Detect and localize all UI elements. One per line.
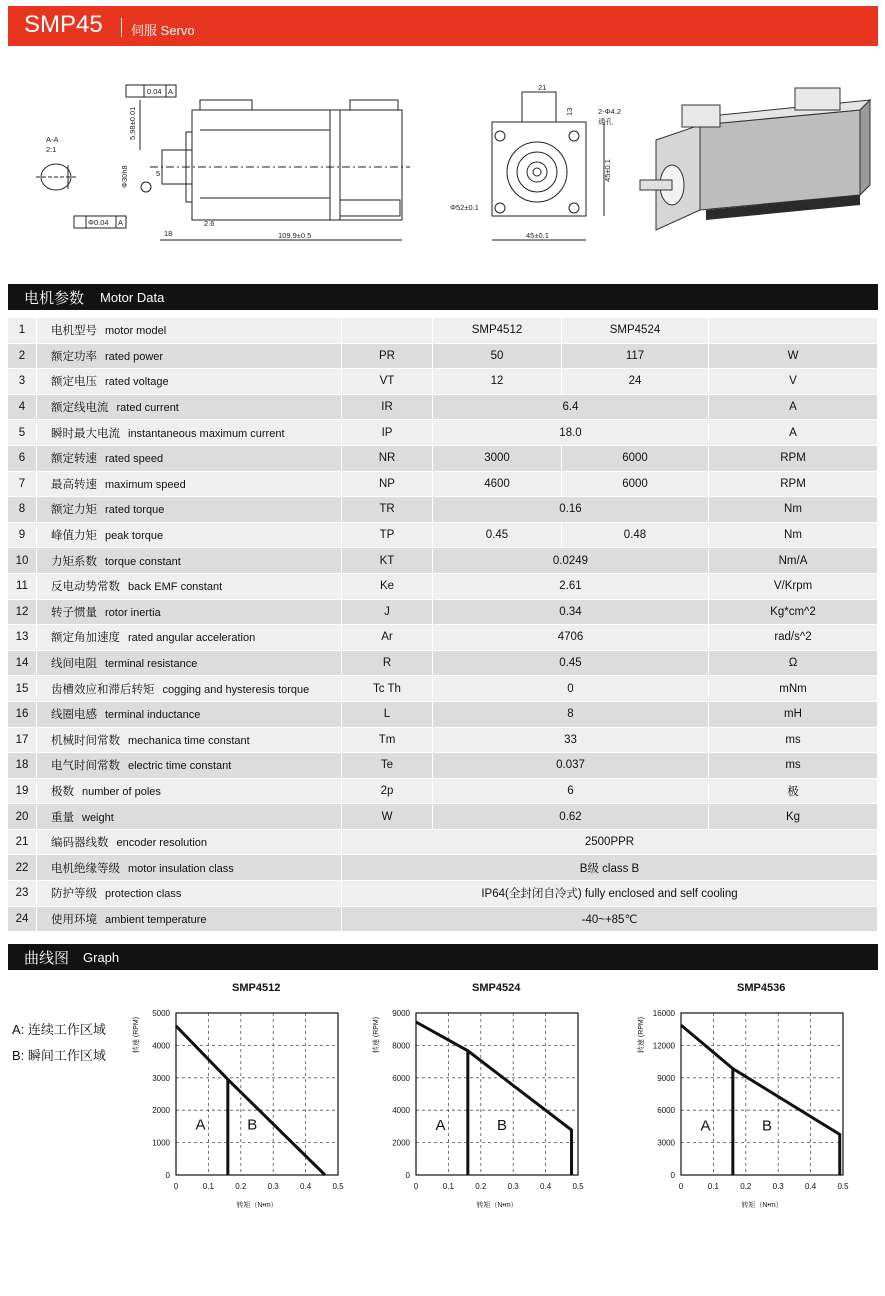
- section-title-en: Motor Data: [100, 290, 165, 305]
- parameter-name-cn: 编码器线数: [51, 837, 109, 850]
- parameter-value-shared: 6: [433, 778, 709, 804]
- parameter-value-shared: 0.62: [433, 804, 709, 830]
- legend-intermittent: B: 瞬间工作区域: [12, 1048, 106, 1063]
- parameter-name: [37, 343, 342, 369]
- title-divider: [121, 18, 122, 37]
- svg-text:45±0.1: 45±0.1: [603, 159, 612, 182]
- spec-row: [8, 753, 878, 779]
- section-title-cn: 电机参数: [24, 290, 85, 307]
- parameter-symbol: R: [342, 650, 433, 676]
- parameter-unit: A: [709, 394, 878, 420]
- value-smp4512: 12: [433, 369, 562, 395]
- parameter-value-shared: 0.037: [433, 753, 709, 779]
- parameter-value-shared: 0.34: [433, 599, 709, 625]
- svg-text:109.9±0.5: 109.9±0.5: [278, 231, 312, 240]
- parameter-name-cn: 峰值力矩: [51, 530, 97, 543]
- parameter-name: [37, 804, 342, 830]
- value-smp4512: 0.45: [433, 522, 562, 548]
- parameter-value-shared: 18.0: [433, 420, 709, 446]
- parameter-name: [37, 881, 342, 907]
- parameter-name-cn: 额定功率: [51, 350, 97, 363]
- parameter-name: [37, 445, 342, 471]
- row-number: 18: [8, 753, 37, 779]
- spec-row: [8, 394, 878, 420]
- value-smp4524: 6000: [562, 471, 709, 497]
- spec-row: [8, 548, 878, 574]
- parameter-unit: [709, 318, 878, 343]
- value-smp4524: 6000: [562, 445, 709, 471]
- parameter-symbol: TR: [342, 497, 433, 523]
- parameter-name-cn: 最高转速: [51, 478, 97, 491]
- spec-row: [8, 855, 878, 881]
- parameter-name-cn: 额定电压: [51, 376, 97, 389]
- svg-text:Φ52±0.1: Φ52±0.1: [450, 203, 479, 212]
- dimension-drawings: [0, 70, 885, 270]
- y-tick-label: 4000: [392, 1106, 410, 1116]
- parameter-symbol: NP: [342, 471, 433, 497]
- region-label: A: [700, 1117, 711, 1135]
- parameter-name-en: terminal resistance: [105, 658, 198, 671]
- parameter-name: [37, 599, 342, 625]
- row-number: 14: [8, 650, 37, 676]
- parameter-symbol: IP: [342, 420, 433, 446]
- y-tick-label: 16000: [652, 1009, 675, 1018]
- chart-title: SMP4524: [472, 982, 521, 994]
- parameter-name-en: motor insulation class: [128, 862, 234, 875]
- parameter-name-cn: 瞬时最大电流: [51, 427, 120, 440]
- parameter-unit: A: [709, 420, 878, 446]
- spec-row: [8, 829, 878, 855]
- parameter-value-wide: -40~+85℃: [342, 906, 878, 932]
- x-axis-label: 转矩（N•m）: [236, 1202, 278, 1209]
- svg-text:Φ30h8: Φ30h8: [120, 165, 129, 188]
- graph-section-header: [8, 944, 878, 970]
- parameter-symbol: KT: [342, 548, 433, 574]
- svg-text:A: A: [118, 218, 124, 227]
- x-tick-label: 0: [173, 1182, 179, 1191]
- title-bar: [8, 6, 878, 46]
- spec-row: [8, 573, 878, 599]
- parameter-value-shared: 4706: [433, 625, 709, 651]
- row-number: 7: [8, 471, 37, 497]
- parameter-name-en: maximum speed: [105, 478, 186, 491]
- parameter-name-en: electric time constant: [128, 760, 232, 773]
- parameter-name-cn: 极数: [51, 785, 74, 798]
- value-smp4524: 24: [562, 369, 709, 395]
- row-number: 6: [8, 445, 37, 471]
- parameter-name: [37, 548, 342, 574]
- svg-text:5.98±0.01: 5.98±0.01: [128, 106, 137, 140]
- parameter-name: [37, 497, 342, 523]
- parameter-name-cn: 机械时间常数: [51, 734, 120, 747]
- product-model: SMP45: [24, 11, 103, 38]
- x-tick-label: 0.5: [837, 1182, 849, 1191]
- parameter-name-cn: 齿槽效应和滞后转矩: [51, 683, 155, 696]
- y-axis-label: 转速 (RPM): [133, 1016, 140, 1054]
- spec-row: [8, 906, 878, 932]
- row-number: 17: [8, 727, 37, 753]
- parameter-value-shared: 0: [433, 676, 709, 702]
- parameter-value-wide: 2500PPR: [342, 829, 878, 855]
- parameter-symbol: Ke: [342, 573, 433, 599]
- parameter-value-shared: 8: [433, 701, 709, 727]
- region-label: A: [435, 1117, 446, 1134]
- parameter-name-en: instantaneous maximum current: [128, 427, 285, 440]
- parameter-symbol: Tc Th: [342, 676, 433, 702]
- row-number: 12: [8, 599, 37, 625]
- parameter-symbol: [342, 318, 433, 343]
- svg-text:13: 13: [565, 107, 574, 116]
- torque-speed-curve: [176, 1026, 325, 1175]
- parameter-value-wide: IP64(全封闭自冷式) fully enclosed and self cooling: [342, 881, 878, 907]
- y-tick-label: 4000: [152, 1041, 170, 1051]
- row-number: 23: [8, 881, 37, 907]
- y-tick-label: 6000: [657, 1106, 675, 1116]
- parameter-value-shared: 2.61: [433, 573, 709, 599]
- x-tick-label: 0.4: [300, 1182, 312, 1191]
- row-number: 13: [8, 625, 37, 651]
- parameter-name-en: terminal inductance: [105, 709, 201, 722]
- spec-row: [8, 445, 878, 471]
- parameter-name-cn: 额定线电流: [51, 402, 109, 415]
- region-label: B: [762, 1117, 773, 1135]
- y-tick-label: 3000: [152, 1073, 170, 1083]
- x-axis-label: 转矩（N•m）: [476, 1202, 518, 1209]
- y-tick-label: 9000: [392, 1009, 410, 1018]
- row-number: 16: [8, 701, 37, 727]
- value-smp4524: SMP4524: [562, 318, 709, 343]
- parameter-name-en: cogging and hysteresis torque: [162, 683, 310, 696]
- parameter-name-cn: 转子惯量: [51, 606, 97, 619]
- value-smp4512: 50: [433, 343, 562, 369]
- parameter-name: [37, 855, 342, 881]
- row-number: 3: [8, 369, 37, 395]
- svg-text:通孔: 通孔: [598, 117, 613, 126]
- x-tick-label: 0.1: [202, 1182, 214, 1191]
- y-tick-label: 0: [405, 1171, 410, 1180]
- front-view-drawing: [450, 83, 621, 240]
- x-tick-label: 0: [413, 1182, 419, 1191]
- parameter-symbol: IR: [342, 394, 433, 420]
- parameter-unit: Nm: [709, 522, 878, 548]
- parameter-symbol: Te: [342, 753, 433, 779]
- parameter-unit: rad/s^2: [709, 625, 878, 651]
- parameter-name-cn: 线间电阻: [51, 658, 97, 671]
- spec-row: [8, 625, 878, 651]
- svg-text:21: 21: [538, 83, 547, 92]
- row-number: 20: [8, 804, 37, 830]
- parameter-name: [37, 318, 342, 343]
- x-tick-label: 0: [678, 1182, 684, 1191]
- row-number: 24: [8, 906, 37, 932]
- svg-text:A-A: A-A: [46, 135, 59, 144]
- parameter-name-en: protection class: [105, 888, 182, 901]
- parameter-unit: Nm/A: [709, 548, 878, 574]
- chart-title: SMP4512: [232, 982, 281, 994]
- spec-row: [8, 497, 878, 523]
- x-tick-label: 0.3: [267, 1182, 279, 1191]
- parameter-name-en: back EMF constant: [128, 581, 223, 594]
- graph-title-en: Graph: [83, 950, 120, 965]
- parameter-name-en: ambient temperature: [105, 913, 207, 926]
- plot-frame: [416, 1013, 578, 1175]
- x-tick-label: 0.5: [572, 1182, 584, 1191]
- spec-row: [8, 599, 878, 625]
- spec-row: [8, 701, 878, 727]
- spec-row: [8, 727, 878, 753]
- parameter-name-cn: 反电动势常数: [51, 581, 120, 594]
- y-tick-label: 3000: [657, 1138, 675, 1148]
- parameter-name-en: rated torque: [105, 504, 165, 517]
- chart-smp4524: [360, 975, 610, 1215]
- parameter-value-shared: 0.45: [433, 650, 709, 676]
- row-number: 22: [8, 855, 37, 881]
- parameter-name: [37, 650, 342, 676]
- chart-smp4536: [625, 975, 875, 1215]
- parameter-unit: 极: [709, 778, 878, 804]
- motor-data-table: [8, 318, 878, 932]
- spec-row: [8, 369, 878, 395]
- spec-row: [8, 650, 878, 676]
- legend-continuous: A: 连续工作区域: [12, 1022, 106, 1037]
- parameter-name-en: rated current: [116, 402, 179, 415]
- parameter-name-en: rotor inertia: [105, 606, 161, 619]
- parameter-value-shared: 33: [433, 727, 709, 753]
- chart-smp4512: [120, 975, 370, 1215]
- parameter-unit: RPM: [709, 445, 878, 471]
- y-tick-label: 5000: [152, 1009, 170, 1018]
- row-number: 2: [8, 343, 37, 369]
- parameter-value-shared: 0.16: [433, 497, 709, 523]
- parameter-name-en: rated voltage: [105, 376, 169, 389]
- value-smp4512: SMP4512: [433, 318, 562, 343]
- parameter-name: [37, 753, 342, 779]
- parameter-name-en: weight: [82, 811, 114, 824]
- spec-row: [8, 343, 878, 369]
- svg-text:Φ0.04: Φ0.04: [88, 218, 109, 227]
- x-axis-label: 转矩（N•m）: [741, 1202, 783, 1209]
- y-tick-label: 2000: [392, 1138, 410, 1148]
- parameter-name-cn: 重量: [51, 811, 74, 824]
- parameter-unit: mNm: [709, 676, 878, 702]
- parameter-symbol: Ar: [342, 625, 433, 651]
- parameter-name-en: mechanica time constant: [128, 734, 250, 747]
- svg-text:45±0.1: 45±0.1: [526, 231, 549, 240]
- row-number: 11: [8, 573, 37, 599]
- parameter-unit: Kg*cm^2: [709, 599, 878, 625]
- spec-row: [8, 471, 878, 497]
- row-number: 21: [8, 829, 37, 855]
- parameter-symbol: W: [342, 804, 433, 830]
- x-tick-label: 0.3: [507, 1182, 519, 1191]
- x-tick-label: 0.4: [540, 1182, 552, 1191]
- row-number: 9: [8, 522, 37, 548]
- spec-row: [8, 804, 878, 830]
- x-tick-label: 0.2: [235, 1182, 247, 1191]
- parameter-name: [37, 778, 342, 804]
- spec-row: [8, 881, 878, 907]
- parameter-name: [37, 420, 342, 446]
- parameter-symbol: PR: [342, 343, 433, 369]
- x-tick-label: 0.3: [772, 1182, 784, 1191]
- region-label: B: [497, 1117, 508, 1134]
- parameter-name-en: torque constant: [105, 555, 181, 568]
- value-smp4512: 4600: [433, 471, 562, 497]
- parameter-name: [37, 573, 342, 599]
- parameter-unit: V: [709, 369, 878, 395]
- svg-text:18: 18: [164, 229, 173, 238]
- row-number: 1: [8, 318, 37, 343]
- x-tick-label: 0.2: [475, 1182, 487, 1191]
- parameter-name-cn: 额定力矩: [51, 504, 97, 517]
- parameter-name: [37, 676, 342, 702]
- product-subtitle: 伺服 Servo: [131, 23, 195, 38]
- parameter-symbol: TP: [342, 522, 433, 548]
- parameter-name-en: rated angular acceleration: [128, 632, 256, 645]
- parameter-unit: ms: [709, 753, 878, 779]
- spec-row: [8, 676, 878, 702]
- parameter-name: [37, 394, 342, 420]
- svg-text:2-Φ4.2: 2-Φ4.2: [598, 107, 622, 116]
- parameter-name-en: number of poles: [82, 785, 161, 798]
- y-tick-label: 8000: [392, 1041, 410, 1051]
- parameter-name-cn: 线圈电感: [51, 709, 97, 722]
- region-label: B: [247, 1116, 258, 1134]
- parameter-name: [37, 625, 342, 651]
- parameter-name: [37, 471, 342, 497]
- parameter-name: [37, 829, 342, 855]
- svg-text:5: 5: [156, 169, 161, 178]
- value-smp4524: 117: [562, 343, 709, 369]
- torque-speed-curve: [416, 1022, 572, 1175]
- row-number: 10: [8, 548, 37, 574]
- spec-row: [8, 318, 878, 343]
- value-smp4524: 0.48: [562, 522, 709, 548]
- parameter-unit: Ω: [709, 650, 878, 676]
- y-tick-label: 12000: [652, 1041, 675, 1051]
- svg-text:0.04: 0.04: [147, 87, 162, 96]
- parameter-name-en: motor model: [105, 325, 167, 338]
- x-tick-label: 0.1: [707, 1182, 719, 1191]
- plot-frame: [176, 1013, 338, 1175]
- parameter-name: [37, 701, 342, 727]
- y-tick-label: 6000: [392, 1073, 410, 1083]
- motor-3d-illustration: [640, 88, 870, 230]
- parameter-symbol: VT: [342, 369, 433, 395]
- x-tick-label: 0.4: [805, 1182, 817, 1191]
- parameter-name-en: rated speed: [105, 453, 164, 466]
- side-view-drawing: [36, 85, 410, 240]
- parameter-unit: Nm: [709, 497, 878, 523]
- parameter-name-cn: 电机绝缘等级: [51, 862, 120, 875]
- parameter-name-en: rated power: [105, 350, 164, 363]
- x-tick-label: 0.2: [740, 1182, 752, 1191]
- parameter-unit: RPM: [709, 471, 878, 497]
- row-number: 8: [8, 497, 37, 523]
- row-number: 5: [8, 420, 37, 446]
- parameter-name-cn: 电气时间常数: [51, 760, 120, 773]
- parameter-name: [37, 369, 342, 395]
- row-number: 19: [8, 778, 37, 804]
- svg-text:2.6: 2.6: [204, 219, 215, 228]
- parameter-name-cn: 额定转速: [51, 453, 97, 466]
- plot-frame: [681, 1013, 843, 1175]
- svg-text:2:1: 2:1: [46, 145, 57, 154]
- parameter-unit: Kg: [709, 804, 878, 830]
- parameter-symbol: L: [342, 701, 433, 727]
- parameter-value-wide: B级 class B: [342, 855, 878, 881]
- parameter-value-shared: 0.0249: [433, 548, 709, 574]
- spec-row: [8, 778, 878, 804]
- parameter-name-cn: 使用环境: [51, 913, 97, 926]
- parameter-name-cn: 防护等级: [51, 888, 97, 901]
- row-number: 15: [8, 676, 37, 702]
- y-tick-label: 9000: [657, 1073, 675, 1083]
- x-tick-label: 0.5: [332, 1182, 344, 1191]
- parameter-unit: ms: [709, 727, 878, 753]
- value-smp4512: 3000: [433, 445, 562, 471]
- parameter-name: [37, 906, 342, 932]
- torque-speed-curve: [681, 1025, 840, 1175]
- row-number: 4: [8, 394, 37, 420]
- parameter-value-shared: 6.4: [433, 394, 709, 420]
- parameter-symbol: Tm: [342, 727, 433, 753]
- chart-title: SMP4536: [737, 982, 786, 994]
- parameter-unit: mH: [709, 701, 878, 727]
- parameter-name-en: encoder resolution: [116, 837, 208, 850]
- spec-row: [8, 522, 878, 548]
- parameter-name: [37, 522, 342, 548]
- y-axis-label: 转速 (RPM): [373, 1016, 380, 1054]
- spec-row: [8, 420, 878, 446]
- y-tick-label: 0: [165, 1171, 170, 1180]
- parameter-unit: V/Krpm: [709, 573, 878, 599]
- x-tick-label: 0.1: [442, 1182, 454, 1191]
- region-label: A: [195, 1116, 206, 1134]
- parameter-unit: W: [709, 343, 878, 369]
- y-axis-label: 转速 (RPM): [638, 1016, 645, 1054]
- motor-data-section-header: [8, 284, 878, 310]
- y-tick-label: 0: [670, 1171, 675, 1180]
- parameter-symbol: J: [342, 599, 433, 625]
- graph-title-cn: 曲线图: [24, 950, 70, 967]
- y-tick-label: 2000: [152, 1106, 170, 1116]
- parameter-name-en: peak torque: [105, 530, 164, 543]
- svg-text:A: A: [168, 87, 174, 96]
- parameter-name: [37, 727, 342, 753]
- parameter-name-cn: 力矩系数: [51, 555, 97, 568]
- y-tick-label: 1000: [152, 1138, 170, 1148]
- parameter-name-cn: 额定角加速度: [51, 632, 120, 645]
- parameter-symbol: NR: [342, 445, 433, 471]
- parameter-symbol: 2p: [342, 778, 433, 804]
- parameter-name-cn: 电机型号: [51, 325, 97, 338]
